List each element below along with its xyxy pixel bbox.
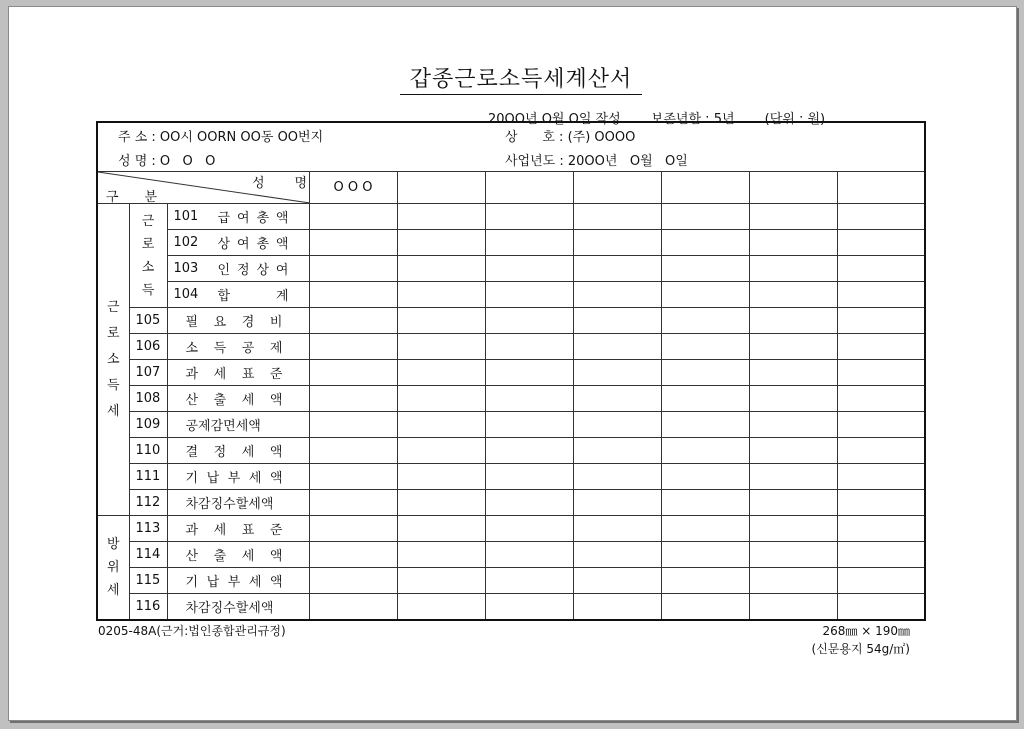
item-label-part: 산 (185, 393, 199, 408)
blank-cell[interactable] (749, 308, 837, 334)
header-category-label: 구분 (106, 190, 184, 205)
blank-cell[interactable] (837, 230, 925, 256)
item-label (208, 259, 309, 278)
blank-cell[interactable] (573, 438, 661, 464)
table-row (97, 308, 925, 334)
column-header-row (97, 172, 925, 204)
header-row-name (97, 147, 925, 172)
blank-cell[interactable] (749, 360, 837, 386)
item-label-part: 경 (241, 315, 255, 330)
blank-cell[interactable] (661, 412, 749, 438)
item-label-part: 산 (185, 549, 199, 564)
blank-cell[interactable] (573, 464, 661, 490)
blank-cell[interactable] (485, 386, 573, 412)
blank-cell[interactable] (573, 308, 661, 334)
diagonal-header-cell (97, 172, 338, 205)
item-label-part: 차감징수할세액 (185, 601, 274, 616)
item-label (168, 493, 309, 512)
item-label (168, 363, 309, 382)
blank-cell[interactable] (397, 516, 485, 542)
group-earned-income-char: 득 (141, 282, 155, 298)
blank-cell[interactable] (397, 360, 485, 386)
blank-cell[interactable] (749, 490, 837, 516)
address-label: 주 소 : (118, 129, 156, 145)
item-label-part: 액 (275, 211, 289, 226)
group-income-tax-char: 세 (106, 403, 120, 419)
blank-cell[interactable] (309, 438, 397, 464)
item-label-part: 여 (275, 263, 289, 278)
item-cell-103 (167, 256, 309, 282)
blank-cell[interactable] (837, 256, 925, 282)
item-label-cell-114 (167, 542, 309, 568)
item-label-part: 부 (227, 575, 241, 590)
blank-cell[interactable] (661, 230, 749, 256)
item-label-part: 여 (236, 211, 250, 226)
item-label-cell-105 (167, 308, 309, 334)
table-row (97, 204, 925, 230)
blank-cell[interactable] (661, 568, 749, 594)
blank-cell[interactable] (837, 516, 925, 542)
blank-cell[interactable] (837, 412, 925, 438)
blank-cell[interactable] (573, 568, 661, 594)
blank-cell[interactable] (749, 172, 837, 204)
item-code: 106 (129, 334, 167, 360)
blank-cell[interactable] (397, 204, 485, 230)
item-label-part: 인 (217, 263, 231, 278)
item-label-part: 상 (256, 263, 269, 278)
blank-cell[interactable] (397, 334, 485, 360)
fiscal-year-cell (485, 147, 925, 172)
blank-cell[interactable] (309, 594, 397, 621)
blank-cell[interactable] (837, 594, 925, 621)
blank-cell[interactable] (661, 386, 749, 412)
group-defense-tax-char: 위 (106, 560, 120, 575)
blank-cell[interactable] (573, 412, 661, 438)
blank-cell[interactable] (661, 516, 749, 542)
item-label-part: 세 (213, 523, 227, 538)
item-code: 111 (129, 464, 167, 490)
blank-cell[interactable] (485, 282, 573, 308)
blank-cell[interactable] (661, 464, 749, 490)
header-name-label: 성명 (252, 176, 338, 191)
blank-cell[interactable] (749, 568, 837, 594)
table-row (97, 360, 925, 386)
item-code: 102 (173, 235, 199, 250)
blank-cell[interactable] (573, 386, 661, 412)
blank-cell[interactable] (749, 516, 837, 542)
item-code: 109 (129, 412, 167, 438)
group-defense-tax (97, 516, 129, 621)
blank-cell[interactable] (749, 256, 837, 282)
item-label (168, 519, 309, 538)
item-label (168, 545, 309, 564)
item-label-part: 표 (241, 367, 255, 382)
blank-cell[interactable] (309, 568, 397, 594)
item-label-cell-116 (167, 594, 309, 621)
blank-cell[interactable] (837, 490, 925, 516)
group-earned-income-char: 근 (141, 213, 155, 229)
blank-cell[interactable] (485, 542, 573, 568)
blank-cell[interactable] (309, 542, 397, 568)
blank-cell[interactable] (309, 204, 397, 230)
item-label-part: 납 (206, 471, 220, 486)
blank-cell[interactable] (485, 256, 573, 282)
item-label-cell-107 (167, 360, 309, 386)
group-income-tax (97, 204, 129, 516)
item-label-part: 비 (269, 315, 283, 330)
paper-spec (804, 622, 910, 658)
item-label-cell-111 (167, 464, 309, 490)
blank-cell[interactable] (661, 438, 749, 464)
blank-cell[interactable] (485, 594, 573, 621)
blank-cell[interactable] (309, 360, 397, 386)
item-code: 105 (129, 308, 167, 334)
blank-cell[interactable] (661, 282, 749, 308)
blank-cell[interactable] (485, 412, 573, 438)
blank-cell[interactable] (749, 438, 837, 464)
item-label-part: 액 (269, 393, 283, 408)
blank-cell[interactable] (397, 412, 485, 438)
item-code: 110 (129, 438, 167, 464)
item-label-part: 합 (217, 289, 231, 304)
table-row (97, 256, 925, 282)
item-label-part: 상 (217, 237, 231, 252)
item-label-part: 준 (269, 523, 283, 538)
address-cell (97, 122, 485, 147)
blank-cell[interactable] (397, 308, 485, 334)
item-label-part: 정 (236, 263, 250, 278)
item-code: 114 (129, 542, 167, 568)
item-label-cell-110 (167, 438, 309, 464)
blank-cell[interactable] (397, 256, 485, 282)
item-label-part: 과 (185, 523, 199, 538)
item-label-part: 표 (241, 523, 255, 538)
group-earned-income-char: 소 (141, 259, 155, 275)
item-label-part: 세 (248, 471, 262, 486)
item-code: 115 (129, 568, 167, 594)
trade-name-value: (주) OOOO (567, 129, 636, 145)
blank-cell[interactable] (397, 490, 485, 516)
item-label-part: 과 (185, 367, 199, 382)
address-value: OO시 OORN OO동 OO번지 (159, 129, 324, 145)
paper-size: 268㎜ × 190㎜ (822, 624, 910, 638)
item-label (168, 337, 309, 356)
item-label-cell-112 (167, 490, 309, 516)
blank-cell[interactable] (661, 360, 749, 386)
blank-cell[interactable] (485, 568, 573, 594)
retention-period: 보존년한 : 5년 (650, 112, 735, 127)
fiscal-year-value: 20OO년 O월 O일 (567, 153, 688, 169)
blank-cell[interactable] (661, 172, 749, 204)
blank-cell[interactable] (397, 386, 485, 412)
blank-cell[interactable] (661, 308, 749, 334)
blank-cell[interactable] (309, 334, 397, 360)
blank-cell[interactable] (749, 542, 837, 568)
blank-cell[interactable] (837, 542, 925, 568)
item-label-cell-106 (167, 334, 309, 360)
item-label (168, 571, 309, 590)
group-income-tax-char: 로 (106, 325, 120, 341)
item-label (208, 233, 309, 252)
item-label-part: 결 (185, 445, 199, 460)
item-label-cell-115 (167, 568, 309, 594)
table-row (97, 230, 925, 256)
item-label-part: 세 (241, 445, 255, 460)
blank-cell[interactable] (573, 204, 661, 230)
item-cell-102 (167, 230, 309, 256)
item-label-part: 액 (269, 471, 283, 486)
form-code: 0205-48A(근거:법인종합관리규정) (98, 624, 286, 638)
item-label (168, 415, 309, 434)
item-label (168, 311, 309, 330)
blank-cell[interactable] (661, 334, 749, 360)
blank-cell[interactable] (485, 516, 573, 542)
item-label-part: 세 (241, 549, 255, 564)
grid-body (97, 172, 925, 621)
blank-cell[interactable] (573, 282, 661, 308)
blank-cell[interactable] (661, 256, 749, 282)
item-code: 108 (129, 386, 167, 412)
item-label-part: 납 (206, 575, 220, 590)
item-label-part: 액 (269, 445, 283, 460)
blank-cell[interactable] (309, 282, 397, 308)
group-income-tax-char: 소 (106, 351, 120, 367)
blank-cell[interactable] (573, 490, 661, 516)
blank-cell[interactable] (309, 256, 397, 282)
item-code: 116 (129, 594, 167, 621)
blank-cell[interactable] (661, 204, 749, 230)
blank-cell[interactable] (749, 412, 837, 438)
blank-cell[interactable] (573, 172, 661, 204)
item-code: 112 (129, 490, 167, 516)
form-title: 갑종근로소득세계산서 (400, 66, 642, 95)
item-label (168, 467, 309, 486)
blank-cell[interactable] (573, 516, 661, 542)
item-label-part: 여 (236, 237, 250, 252)
item-code: 107 (129, 360, 167, 386)
item-label-part: 액 (269, 549, 283, 564)
group-defense-tax-char: 방 (106, 537, 120, 552)
item-label-part: 기 (185, 575, 199, 590)
blank-cell[interactable] (485, 334, 573, 360)
blank-cell[interactable] (485, 230, 573, 256)
table-row (97, 438, 925, 464)
name-label: 성 명 : (118, 153, 156, 169)
item-label-part: 차감징수할세액 (185, 497, 274, 512)
item-label-part: 필 (185, 315, 199, 330)
table-row (97, 282, 925, 308)
blank-cell[interactable] (397, 568, 485, 594)
item-label-cell-109 (167, 412, 309, 438)
blank-cell[interactable] (309, 490, 397, 516)
blank-cell[interactable] (837, 172, 925, 204)
table-row (97, 412, 925, 438)
group-income-tax-char: 득 (106, 377, 120, 393)
blank-cell[interactable] (837, 204, 925, 230)
blank-cell[interactable] (573, 542, 661, 568)
blank-cell[interactable] (485, 360, 573, 386)
paper-type: (신문용지 54g/㎡) (811, 642, 910, 656)
item-cell-101 (167, 204, 309, 230)
blank-cell[interactable] (309, 412, 397, 438)
blank-cell[interactable] (749, 334, 837, 360)
blank-cell[interactable] (837, 464, 925, 490)
item-label (168, 389, 309, 408)
blank-cell[interactable] (837, 308, 925, 334)
blank-cell[interactable] (749, 464, 837, 490)
blank-cell[interactable] (573, 230, 661, 256)
blank-cell[interactable] (573, 360, 661, 386)
blank-cell[interactable] (309, 308, 397, 334)
blank-cell[interactable] (397, 542, 485, 568)
item-code: 113 (129, 516, 167, 542)
blank-cell[interactable] (573, 334, 661, 360)
table-row (97, 386, 925, 412)
item-label-part: 부 (227, 471, 241, 486)
blank-cell[interactable] (485, 490, 573, 516)
blank-cell[interactable] (837, 360, 925, 386)
table-row (97, 464, 925, 490)
blank-cell[interactable] (485, 172, 573, 204)
blank-cell[interactable] (661, 594, 749, 621)
item-label (168, 441, 309, 460)
item-code: 104 (173, 287, 199, 302)
blank-cell[interactable] (397, 594, 485, 621)
table-row (97, 334, 925, 360)
tax-calculation-table (96, 121, 926, 621)
header-row-address (97, 122, 925, 147)
item-label-part: 계 (275, 289, 289, 304)
item-label-part: 출 (213, 549, 227, 564)
table-row (97, 594, 925, 621)
item-label-part: 공 (241, 341, 255, 356)
blank-cell[interactable] (309, 230, 397, 256)
table-row (97, 542, 925, 568)
item-label-part: 총 (256, 211, 269, 226)
group-earned-income-char: 로 (141, 236, 155, 252)
item-label-part: 소 (185, 341, 199, 356)
item-label-part: 액 (269, 575, 283, 590)
blank-cell[interactable] (397, 230, 485, 256)
item-label-part: 제 (269, 341, 283, 356)
blank-cell[interactable] (661, 542, 749, 568)
item-label (168, 597, 309, 616)
item-label-part: 정 (213, 445, 227, 460)
blank-cell[interactable] (573, 594, 661, 621)
item-label-part: 기 (185, 471, 199, 486)
item-label-part: 급 (217, 211, 231, 226)
blank-cell[interactable] (749, 386, 837, 412)
blank-cell[interactable] (837, 282, 925, 308)
item-cell-104 (167, 282, 309, 308)
blank-cell[interactable] (573, 256, 661, 282)
group-earned-income (129, 204, 167, 308)
written-date: 20OO년 O월 O일 작성 (488, 112, 621, 127)
item-label-part: 총 (256, 237, 269, 252)
blank-cell[interactable] (837, 386, 925, 412)
item-label-part: 세 (241, 393, 255, 408)
table-row (97, 568, 925, 594)
group-defense-tax-char: 세 (106, 583, 120, 598)
item-code: 101 (173, 209, 199, 224)
item-label-cell-113 (167, 516, 309, 542)
blank-cell[interactable] (485, 438, 573, 464)
blank-cell[interactable] (749, 230, 837, 256)
blank-cell[interactable] (309, 464, 397, 490)
item-label-part: 요 (213, 315, 227, 330)
blank-cell[interactable] (749, 594, 837, 621)
table-row (97, 490, 925, 516)
item-label-part: 세 (213, 367, 227, 382)
item-label (208, 285, 309, 304)
name-cell (97, 147, 485, 172)
blank-cell[interactable] (837, 568, 925, 594)
blank-cell[interactable] (485, 204, 573, 230)
item-label-part: 세 (248, 575, 262, 590)
blank-cell[interactable] (309, 386, 397, 412)
employee-name-cell[interactable]: O O O (309, 172, 397, 204)
unit-note: (단위 : 원) (764, 112, 826, 127)
blank-cell[interactable] (309, 516, 397, 542)
blank-cell[interactable] (397, 464, 485, 490)
blank-cell[interactable] (485, 308, 573, 334)
item-label-cell-108 (167, 386, 309, 412)
blank-cell[interactable] (749, 204, 837, 230)
trade-name-label: 상 호 : (505, 129, 564, 145)
document-page (8, 6, 1017, 721)
item-label-part: 출 (213, 393, 227, 408)
item-label-part: 액 (275, 237, 289, 252)
item-label-part: 득 (213, 341, 227, 356)
blank-cell[interactable] (749, 282, 837, 308)
name-value: O O O (159, 153, 216, 169)
item-code: 103 (173, 261, 199, 276)
blank-cell[interactable] (661, 490, 749, 516)
blank-cell[interactable] (397, 438, 485, 464)
item-label-part: 공제감면세액 (185, 419, 261, 434)
item-label (208, 207, 309, 226)
blank-cell[interactable] (397, 282, 485, 308)
fiscal-year-label: 사업년도 : (505, 153, 564, 169)
blank-cell[interactable] (397, 172, 485, 204)
blank-cell[interactable] (485, 464, 573, 490)
trade-name-cell (485, 122, 925, 147)
table-row (97, 516, 925, 542)
group-income-tax-char: 근 (106, 299, 120, 315)
blank-cell[interactable] (837, 438, 925, 464)
item-label-part: 준 (269, 367, 283, 382)
blank-cell[interactable] (837, 334, 925, 360)
